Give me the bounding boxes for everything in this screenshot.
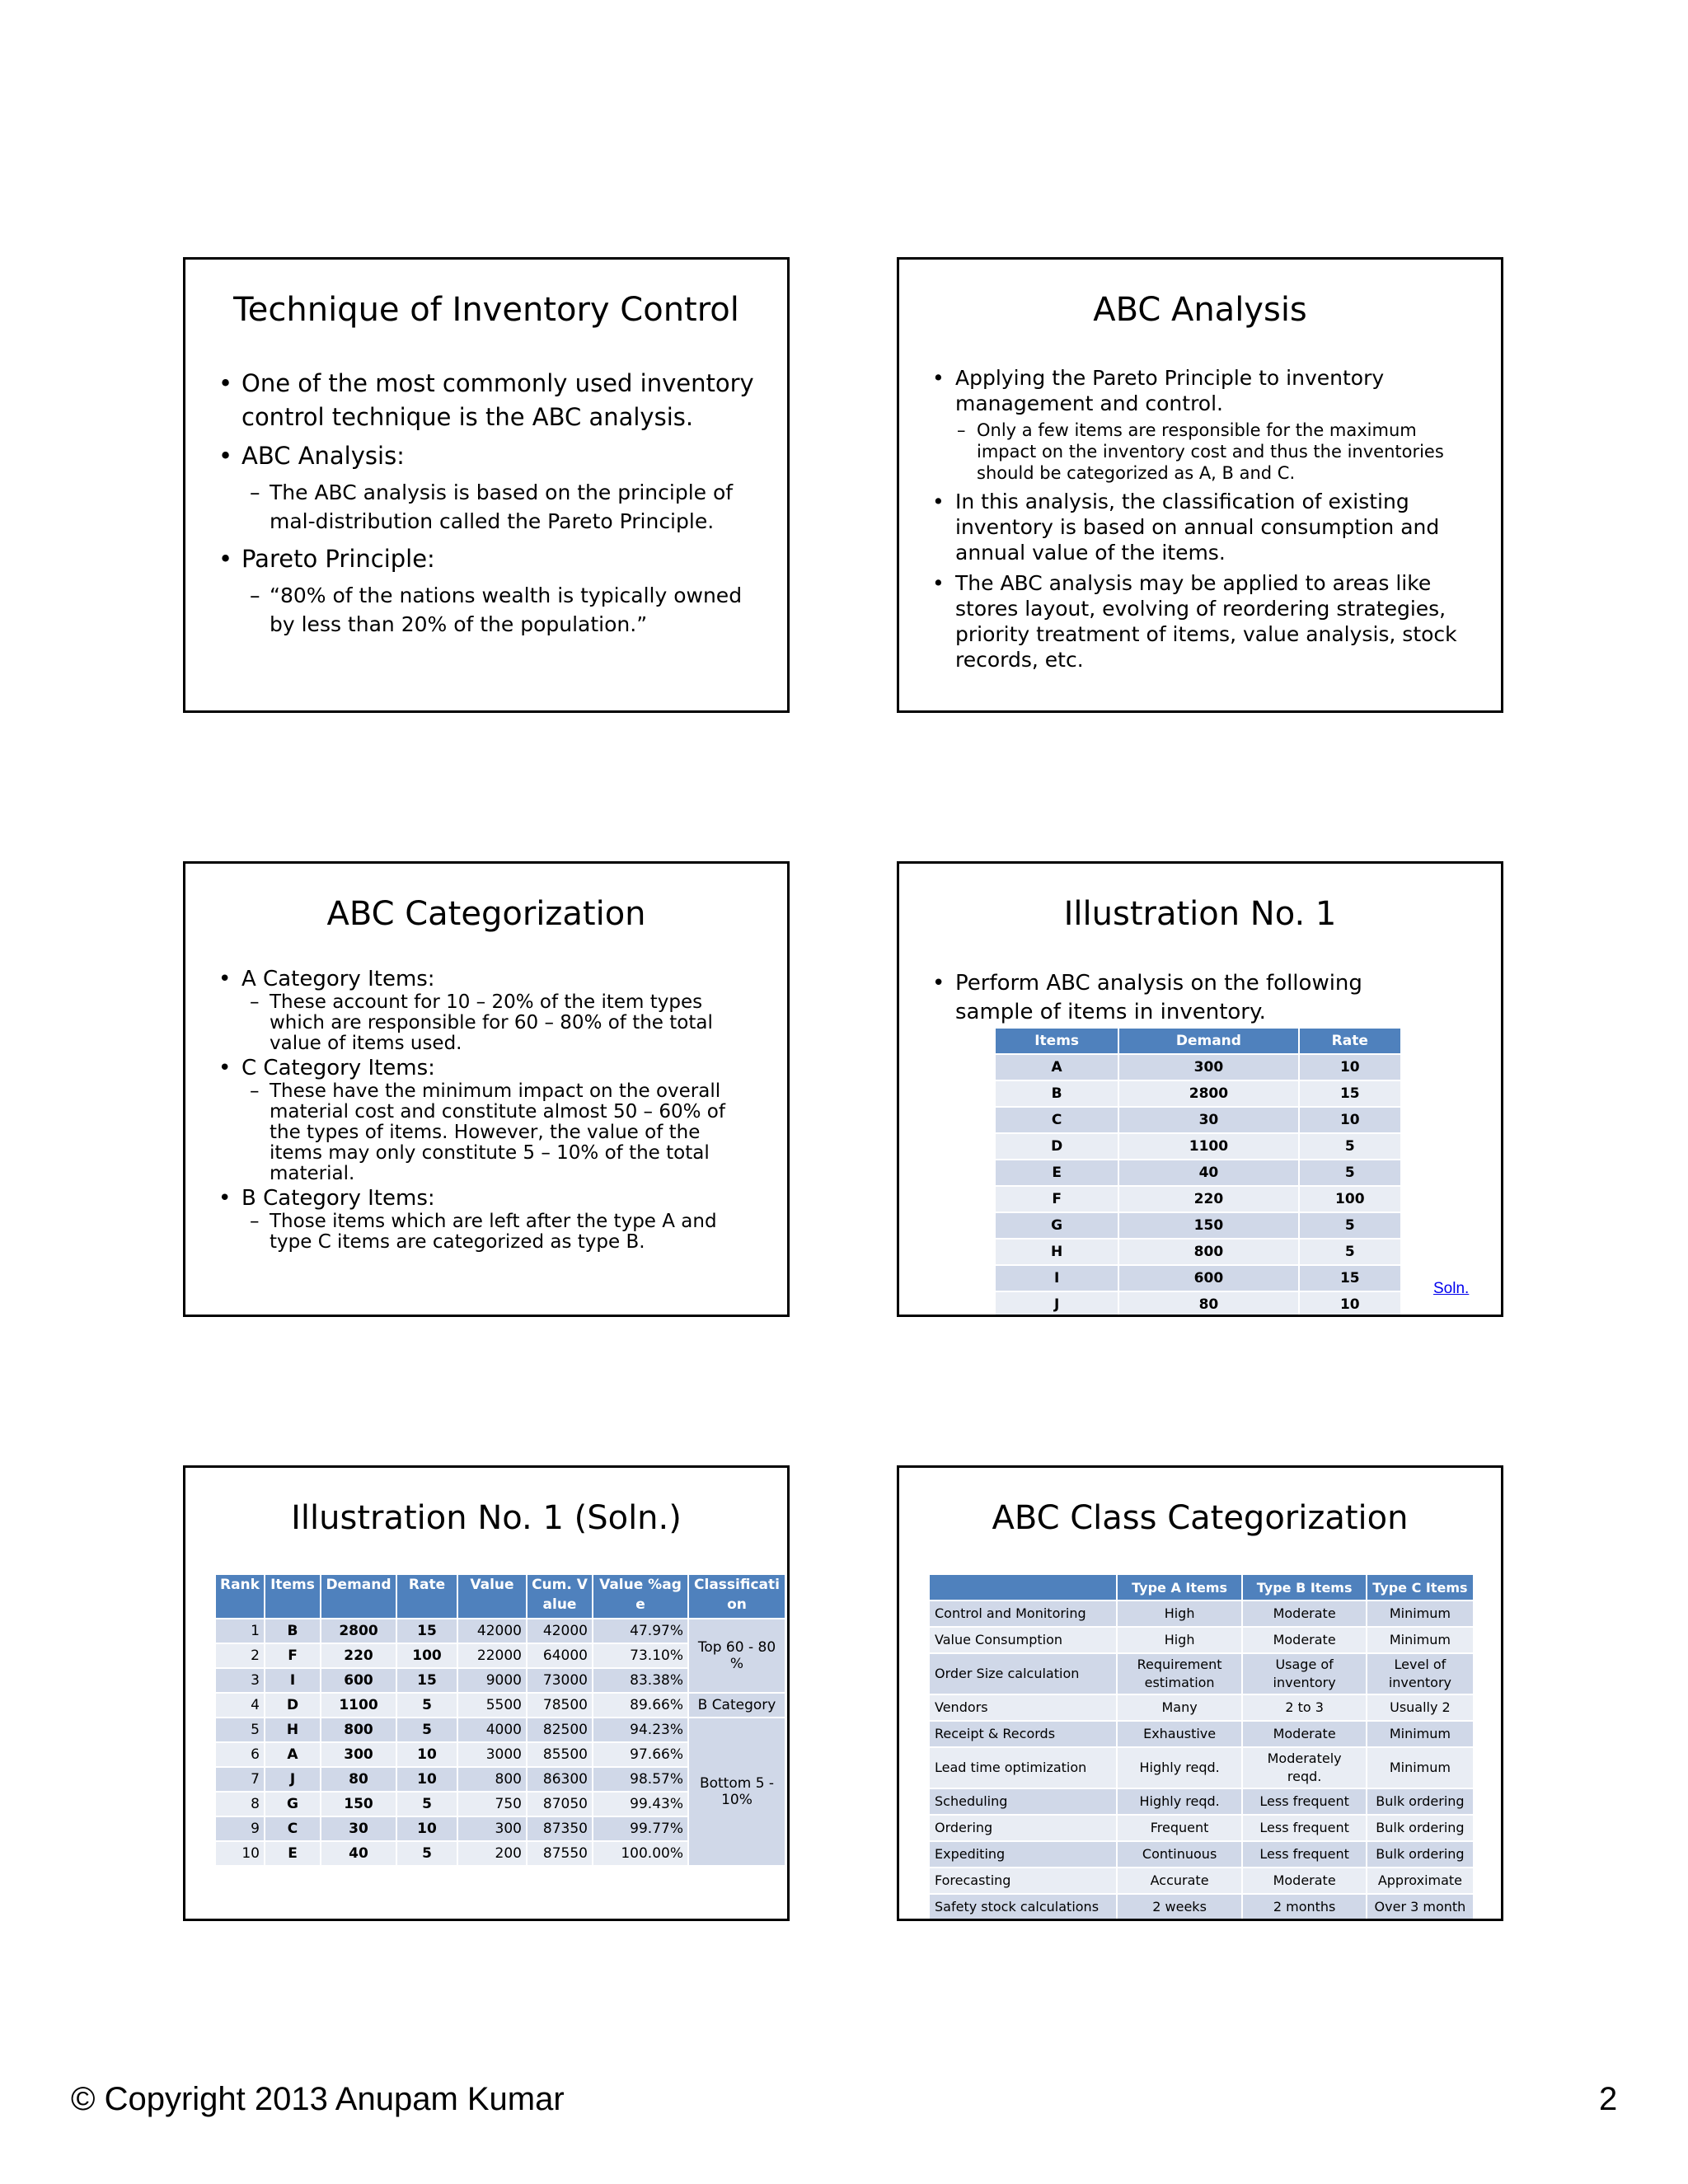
table-cell: 42000 (527, 1619, 593, 1643)
bullet: • B Category Items: (218, 1186, 762, 1212)
table-cell: G (265, 1792, 321, 1816)
table-cell: A (265, 1742, 321, 1767)
column-header: Rate (1299, 1028, 1401, 1054)
bullet: • Pareto Principle: (218, 542, 762, 576)
table-cell: 4000 (457, 1718, 527, 1742)
table-cell: E (265, 1841, 321, 1866)
table-cell: Less frequent (1242, 1815, 1366, 1841)
table-cell: 40 (321, 1841, 396, 1866)
table-cell: Control and Monitoring (929, 1601, 1117, 1627)
table-cell: 5 (1299, 1239, 1401, 1265)
slide-body (218, 967, 762, 1253)
slide-body (932, 365, 1476, 673)
slide-title: Technique of Inventory Control (233, 291, 739, 329)
table-row (995, 1133, 1401, 1160)
table-cell: 800 (1118, 1239, 1298, 1265)
column-header: Value %age (593, 1574, 688, 1619)
table-cell: 300 (321, 1742, 396, 1767)
table-cell: 80 (1118, 1291, 1298, 1317)
table-cell: Minimum (1367, 1601, 1474, 1627)
sub-bullet: – These account for 10 – 20% of the item types which are responsible for 60 – 80% of the total value of items used. (250, 992, 754, 1054)
table-cell: 15 (1299, 1080, 1401, 1107)
bullet: • In this analysis, the classification of existing inventory is based on annual consumption and annual value of the items. (932, 489, 1476, 565)
table-cell: 64000 (527, 1643, 593, 1668)
table-cell: B (265, 1619, 321, 1643)
table-cell: 80 (321, 1767, 396, 1792)
table-row (929, 1694, 1474, 1721)
items-table (994, 1027, 1402, 1317)
table-cell: I (995, 1265, 1118, 1291)
table-row (929, 1653, 1474, 1694)
table-cell: E (995, 1160, 1118, 1186)
table-cell: 30 (321, 1816, 396, 1841)
table-cell: 73000 (527, 1668, 593, 1693)
table-row (929, 1815, 1474, 1841)
table-cell: 10 (1299, 1107, 1401, 1133)
table-cell: J (265, 1767, 321, 1792)
table-cell: 87050 (527, 1792, 593, 1816)
table-cell: 9000 (457, 1668, 527, 1693)
table-cell: Moderate (1242, 1601, 1366, 1627)
table-cell: 220 (321, 1643, 396, 1668)
table-row (995, 1107, 1401, 1133)
table-cell: F (265, 1643, 321, 1668)
table-cell: High (1117, 1601, 1243, 1627)
table-row (995, 1239, 1401, 1265)
table-cell: H (265, 1718, 321, 1742)
table-cell: 7 (215, 1767, 265, 1792)
table-cell: 5 (396, 1792, 457, 1816)
table-cell: 87350 (527, 1816, 593, 1841)
table-cell: 99.77% (593, 1816, 688, 1841)
table-cell: 800 (457, 1767, 527, 1792)
table-cell: 600 (321, 1668, 396, 1693)
table-cell: 5 (396, 1693, 457, 1718)
table-cell: Less frequent (1242, 1788, 1366, 1815)
bullet: • A Category Items: (218, 967, 762, 992)
table-cell: Approximate (1367, 1868, 1474, 1894)
table-cell: Safety stock calculations (929, 1894, 1117, 1920)
table-cell: 9 (215, 1816, 265, 1841)
table-cell: 200 (457, 1841, 527, 1866)
column-header: Demand (321, 1574, 396, 1619)
table-cell: 10 (1299, 1291, 1401, 1317)
table-cell: C (265, 1816, 321, 1841)
slide-body (218, 367, 762, 639)
bullet: • The ABC analysis may be applied to areas like stores layout, evolving of reordering strategies, priority treatment of items, value analysis, stock records, etc. (932, 570, 1476, 673)
classification-cell: Bottom 5 - 10% (688, 1718, 785, 1866)
table-cell: 4 (215, 1693, 265, 1718)
column-header (929, 1574, 1117, 1601)
table-row (929, 1868, 1474, 1894)
table-cell: Usage of inventory (1242, 1653, 1366, 1694)
slide-title: ABC Analysis (1093, 291, 1307, 329)
table-cell: 10 (396, 1816, 457, 1841)
table-cell: 3000 (457, 1742, 527, 1767)
table-cell: Minimum (1367, 1627, 1474, 1653)
table-row (995, 1291, 1401, 1317)
table-cell: Forecasting (929, 1868, 1117, 1894)
table-cell: Highly reqd. (1117, 1788, 1243, 1815)
table-row (929, 1627, 1474, 1653)
table-cell: Bulk ordering (1367, 1841, 1474, 1868)
table-cell: 5 (1299, 1133, 1401, 1160)
table-cell: 73.10% (593, 1643, 688, 1668)
table-cell: J (995, 1291, 1118, 1317)
table-row (215, 1619, 785, 1643)
table-header-row (215, 1574, 785, 1619)
column-header: Classification (688, 1574, 785, 1619)
table-cell: Expediting (929, 1841, 1117, 1868)
bullet: • Perform ABC analysis on the following sample of items in inventory. (932, 969, 1427, 1027)
table-cell: 97.66% (593, 1742, 688, 1767)
soln-link[interactable]: Soln. (1433, 1280, 1470, 1297)
table-cell: Bulk ordering (1367, 1815, 1474, 1841)
table-cell: C (995, 1107, 1118, 1133)
table-cell: Order Size calculation (929, 1653, 1117, 1694)
table-cell: 40 (1118, 1160, 1298, 1186)
bullet: • C Category Items: (218, 1056, 762, 1081)
bullet: • One of the most commonly used inventory control technique is the ABC analysis. (218, 367, 762, 434)
column-header: Type B Items (1242, 1574, 1366, 1601)
table-cell: Receipt & Records (929, 1721, 1117, 1747)
table-header-row (995, 1028, 1401, 1054)
table-cell: Frequent (1117, 1815, 1243, 1841)
slide-title: Illustration No. 1 (Soln.) (291, 1499, 682, 1537)
table-cell: Minimum (1367, 1747, 1474, 1788)
solution-table (214, 1573, 786, 1867)
table-cell: 99.43% (593, 1792, 688, 1816)
table-cell: 30 (1118, 1107, 1298, 1133)
slide-illustration-1-soln (183, 1465, 790, 1921)
table-cell: D (995, 1133, 1118, 1160)
table-cell: Less frequent (1242, 1841, 1366, 1868)
table-cell: 150 (321, 1792, 396, 1816)
slide-abc-categorization (183, 861, 790, 1317)
column-header: Type A Items (1117, 1574, 1243, 1601)
table-row (215, 1693, 785, 1718)
table-cell: 10 (396, 1742, 457, 1767)
table-cell: H (995, 1239, 1118, 1265)
sub-bullet: – Those items which are left after the type A and type C items are categorized as type B. (250, 1212, 754, 1253)
table-cell: 6 (215, 1742, 265, 1767)
table-cell: Moderate (1242, 1721, 1366, 1747)
table-cell: 15 (396, 1668, 457, 1693)
table-cell: 1 (215, 1619, 265, 1643)
copyright-text: © Copyright 2013 Anupam Kumar (71, 2081, 565, 2117)
table-cell: 94.23% (593, 1718, 688, 1742)
sub-bullet: – Only a few items are responsible for the maximum impact on the inventory cost and thus the inventories should be categorized as A, B and C. (957, 419, 1476, 484)
table-cell: 15 (1299, 1265, 1401, 1291)
table-cell: 800 (321, 1718, 396, 1742)
table-cell: 2 to 3 (1242, 1694, 1366, 1721)
table-cell: Lead time optimization (929, 1747, 1117, 1788)
table-row (995, 1054, 1401, 1080)
table-row (995, 1186, 1401, 1212)
table-cell: 89.66% (593, 1693, 688, 1718)
table-row (995, 1160, 1401, 1186)
table-cell: 2 (215, 1643, 265, 1668)
column-header: Cum. Value (527, 1574, 593, 1619)
table-cell: 78500 (527, 1693, 593, 1718)
table-cell: Moderate (1242, 1868, 1366, 1894)
table-cell: Usually 2 (1367, 1694, 1474, 1721)
table-cell: 85500 (527, 1742, 593, 1767)
table-cell: 5 (1299, 1160, 1401, 1186)
table-row (929, 1788, 1474, 1815)
table-cell: 100.00% (593, 1841, 688, 1866)
column-header: Value (457, 1574, 527, 1619)
table-cell: 600 (1118, 1265, 1298, 1291)
table-cell: Scheduling (929, 1788, 1117, 1815)
table-cell: 5 (1299, 1212, 1401, 1239)
slide-illustration-1 (897, 861, 1503, 1317)
column-header: Items (995, 1028, 1118, 1054)
table-cell: 750 (457, 1792, 527, 1816)
table-cell: Continuous (1117, 1841, 1243, 1868)
classification-cell: B Category (688, 1693, 785, 1718)
table-cell: 5 (215, 1718, 265, 1742)
table-cell: 1100 (321, 1693, 396, 1718)
table-cell: A (995, 1054, 1118, 1080)
table-row (929, 1747, 1474, 1788)
slide-technique-of-inventory-control (183, 257, 790, 713)
table-cell: 10 (396, 1767, 457, 1792)
sub-bullet: – These have the minimum impact on the overall material cost and constitute almost 50 – 60% of the types of items. However, the value of the items may only constitute 5 – 10% of the total material. (250, 1081, 754, 1184)
table-cell: B (995, 1080, 1118, 1107)
column-header: Rank (215, 1574, 265, 1619)
class-categorization-table (928, 1573, 1475, 1921)
table-cell: 5500 (457, 1693, 527, 1718)
sub-bullet: – “80% of the nations wealth is typically owned by less than 20% of the population.” (250, 581, 762, 639)
column-header: Type C Items (1367, 1574, 1474, 1601)
table-cell: 15 (396, 1619, 457, 1643)
table-cell: Vendors (929, 1694, 1117, 1721)
table-cell: Highly reqd. (1117, 1747, 1243, 1788)
table-cell: 87550 (527, 1841, 593, 1866)
table-cell: I (265, 1668, 321, 1693)
page-number: 2 (1599, 2081, 1618, 2117)
table-cell: 3 (215, 1668, 265, 1693)
table-cell: 2 weeks (1117, 1894, 1243, 1920)
table-row (929, 1894, 1474, 1920)
table-cell: 5 (396, 1718, 457, 1742)
slide-abc-analysis (897, 257, 1503, 713)
bullet: • ABC Analysis: (218, 439, 762, 473)
table-cell: 150 (1118, 1212, 1298, 1239)
slide-title: Illustration No. 1 (1063, 895, 1337, 933)
column-header: Items (265, 1574, 321, 1619)
table-row (995, 1265, 1401, 1291)
classification-cell: Top 60 - 80 % (688, 1619, 785, 1693)
sub-bullet: – The ABC analysis is based on the principle of mal-distribution called the Pareto Principle. (250, 478, 762, 536)
table-row (929, 1721, 1474, 1747)
table-cell: 8 (215, 1792, 265, 1816)
table-row (929, 1841, 1474, 1868)
table-cell: 300 (457, 1816, 527, 1841)
table-cell: 100 (396, 1643, 457, 1668)
table-cell: Many (1117, 1694, 1243, 1721)
table-cell: 86300 (527, 1767, 593, 1792)
table-cell: 47.97% (593, 1619, 688, 1643)
table-cell: 2 months (1242, 1894, 1366, 1920)
table-cell: D (265, 1693, 321, 1718)
table-cell: Requirement estimation (1117, 1653, 1243, 1694)
table-cell: 22000 (457, 1643, 527, 1668)
slide-title: ABC Class Categorization (992, 1499, 1409, 1537)
table-cell: 220 (1118, 1186, 1298, 1212)
slide-body (932, 969, 1427, 1027)
slide-abc-class-categorization (897, 1465, 1503, 1921)
column-header: Rate (396, 1574, 457, 1619)
table-cell: Moderate (1242, 1627, 1366, 1653)
table-cell: Value Consumption (929, 1627, 1117, 1653)
table-cell: Over 3 month (1367, 1894, 1474, 1920)
table-cell: 98.57% (593, 1767, 688, 1792)
table-cell: 5 (396, 1841, 457, 1866)
table-row (215, 1718, 785, 1742)
table-cell: 83.38% (593, 1668, 688, 1693)
table-row (929, 1601, 1474, 1627)
table-cell: 2800 (321, 1619, 396, 1643)
table-cell: Bulk ordering (1367, 1788, 1474, 1815)
table-cell: 10 (1299, 1054, 1401, 1080)
table-cell: Exhaustive (1117, 1721, 1243, 1747)
table-header-row (929, 1574, 1474, 1601)
table-cell: Level of inventory (1367, 1653, 1474, 1694)
slide-title: ABC Categorization (326, 895, 646, 933)
table-cell: 100 (1299, 1186, 1401, 1212)
table-cell: F (995, 1186, 1118, 1212)
table-cell: 300 (1118, 1054, 1298, 1080)
table-cell: 82500 (527, 1718, 593, 1742)
table-cell: Minimum (1367, 1721, 1474, 1747)
table-cell: Accurate (1117, 1868, 1243, 1894)
table-cell: Moderately reqd. (1242, 1747, 1366, 1788)
table-cell: 1100 (1118, 1133, 1298, 1160)
bullet: • Applying the Pareto Principle to inventory management and control. (932, 365, 1476, 416)
table-row (995, 1212, 1401, 1239)
table-cell: 42000 (457, 1619, 527, 1643)
table-cell: 10 (215, 1841, 265, 1866)
table-cell: 2800 (1118, 1080, 1298, 1107)
table-cell: High (1117, 1627, 1243, 1653)
column-header: Demand (1118, 1028, 1298, 1054)
table-cell: G (995, 1212, 1118, 1239)
table-row (995, 1080, 1401, 1107)
table-cell: Ordering (929, 1815, 1117, 1841)
